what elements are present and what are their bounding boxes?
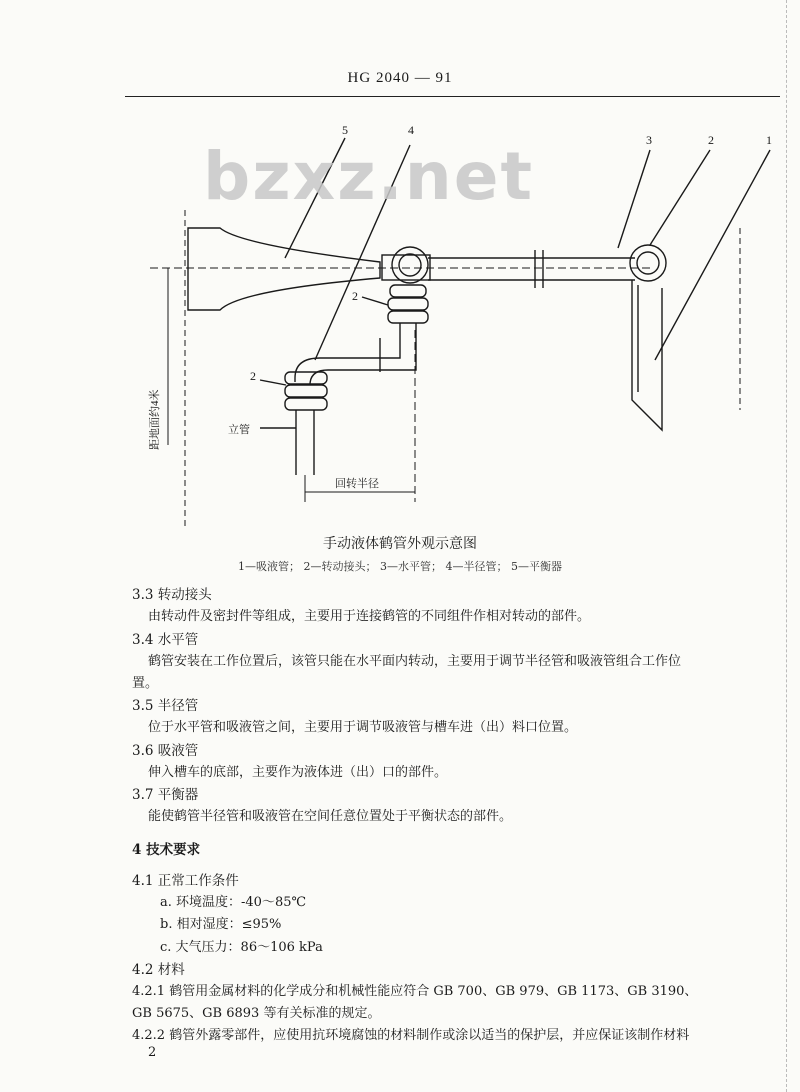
label-2-mid: 2 [352, 289, 358, 303]
label-1: 1 [766, 133, 772, 147]
section-3-6-body: 伸入槽车的底部，主要作为液体进（出）口的部件。 [148, 765, 448, 780]
section-3-7-body: 能使鹤管半径管和吸液管在空间任意位置处于平衡状态的部件。 [148, 809, 513, 824]
watermark: bzxz.net [203, 138, 535, 215]
upper-joint [392, 247, 428, 283]
section-3-5-title: 3.5 半径管 [132, 698, 199, 714]
section-3-3-title: 3.3 转动接头 [132, 587, 212, 603]
label-4: 4 [408, 123, 414, 137]
label-2-top: 2 [708, 133, 714, 147]
section-3-5-body: 位于水平管和吸液管之间，主要用于调节吸液管与槽车进（出）料口位置。 [148, 720, 578, 735]
section-4-2-title: 4.2 材料 [132, 962, 185, 978]
section-3-7-title: 3.7 平衡器 [132, 787, 199, 803]
radius-pipe [295, 323, 400, 382]
section-4-2-1-line-2: GB 5675、GB 6893 等有关标准的规定。 [132, 1006, 381, 1021]
label-2-low: 2 [250, 369, 256, 383]
page-header: HG 2040 — 91 [347, 70, 453, 86]
label-3: 3 [646, 133, 652, 147]
riser-label: 立管 [228, 424, 250, 436]
section-3-6-title: 3.6 吸液管 [132, 743, 199, 759]
figure-title: 手动液体鹤管外观示意图 [323, 536, 477, 552]
section-3-4-body-1: 鹤管安装在工作位置后，该管只能在水平面内转动，主要用于调节半径管和吸液管组合工作位 [148, 654, 682, 669]
header-rule [125, 96, 780, 97]
section-3-4-title: 3.4 水平管 [132, 632, 199, 648]
section-3-4-body-2: 置。 [132, 676, 159, 691]
right-joint [630, 245, 666, 281]
section-4-1-title: 4.1 正常工作条件 [132, 873, 239, 889]
condition-a: a. 环境温度：-40～85℃ [160, 895, 307, 910]
height-label: 距地面约4米 [149, 389, 161, 450]
section-3-3-body: 由转动件及密封件等组成，主要用于连接鹤管的不同组件作相对转动的部件。 [148, 609, 591, 624]
section-4-2-2-line-1: 4.2.2 鹤管外露零部件，应使用抗环境腐蚀的材料制作或涂以适当的保护层，并应保证该制作材料 [132, 1028, 690, 1043]
condition-c: c. 大气压力：86～106 kPa [160, 940, 323, 955]
condition-b: b. 相对湿度：≤95% [160, 917, 282, 932]
radius-label: 回转半径 [335, 478, 379, 490]
section-4-2-1-line-1: 4.2.1 鹤管用金属材料的化学成分和机械性能应符合 GB 700、GB 979、GB 1173、GB 3190、 [132, 984, 698, 999]
label-5: 5 [342, 123, 348, 137]
page-number: 2 [148, 1045, 157, 1060]
figure-legend: 1—吸液管； 2—转动接头； 3—水平管； 4—半径管； 5—平衡器 [238, 560, 562, 573]
section-4-title: 4 技术要求 [132, 842, 201, 858]
